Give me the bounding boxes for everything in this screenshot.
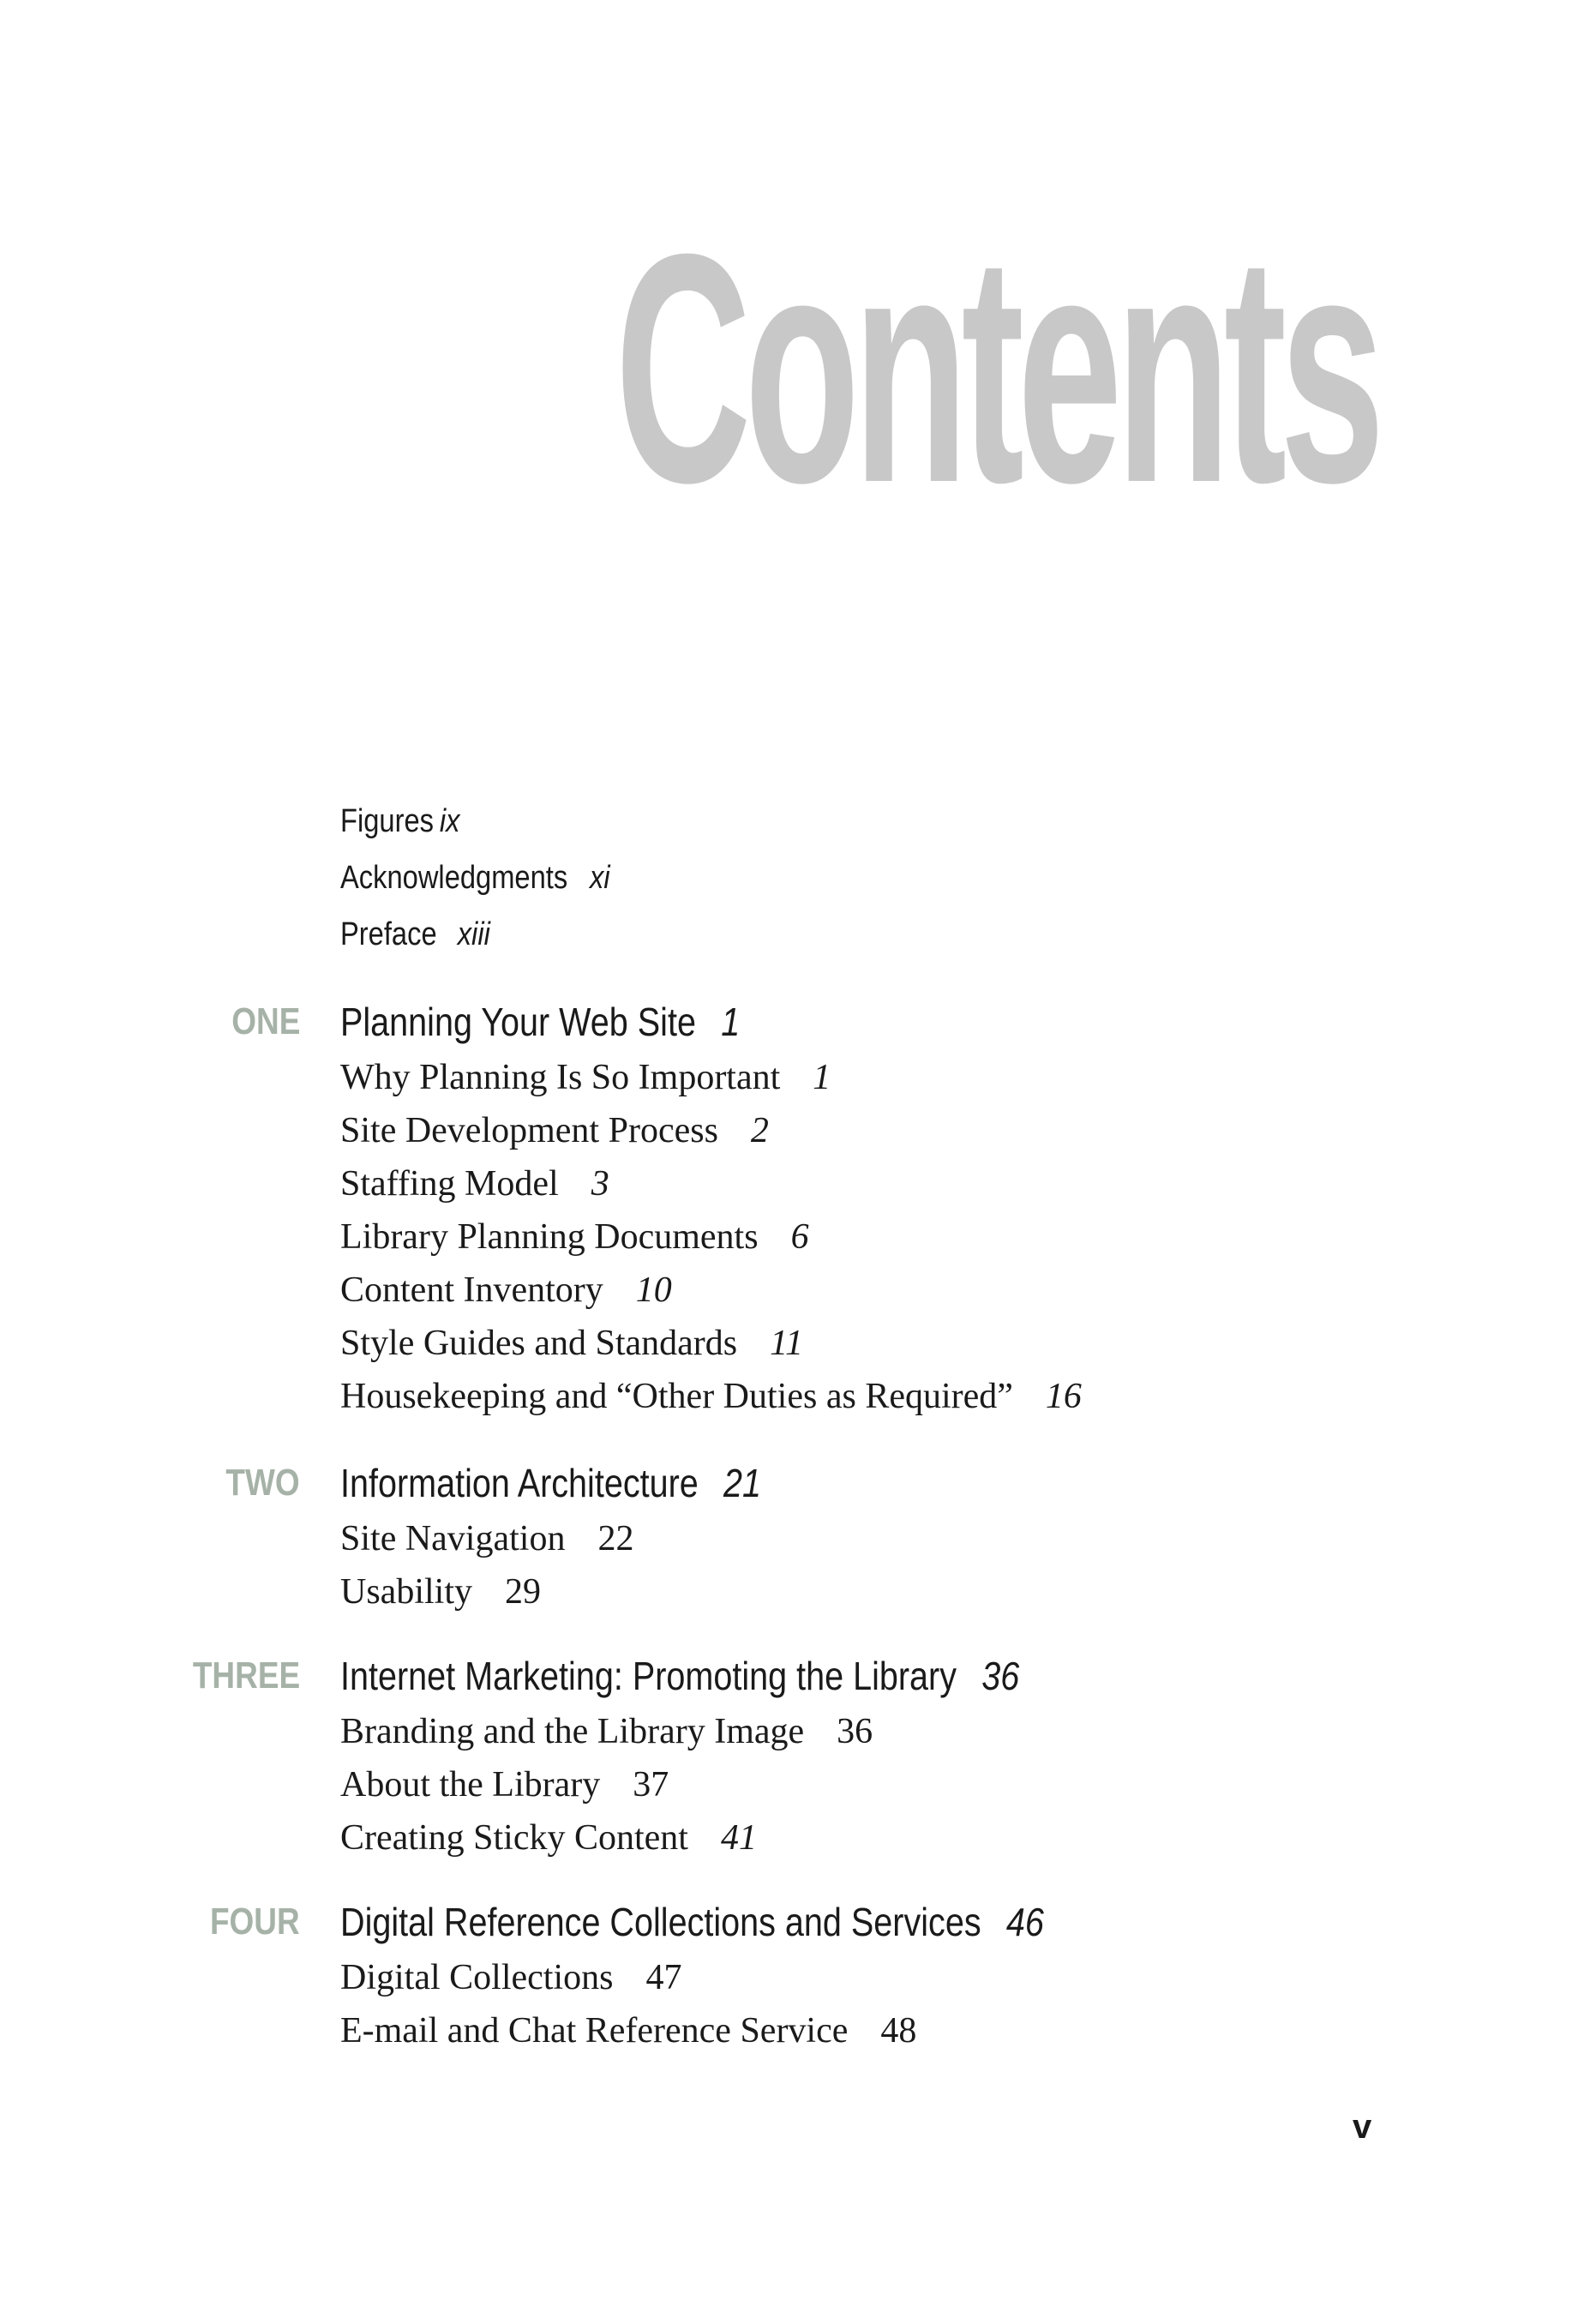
section-title: Site Development Process [340, 1111, 718, 1150]
section-page: 36 [837, 1712, 873, 1751]
chapter-title[interactable] [340, 1650, 1019, 1702]
chapter-page: 21 [723, 1461, 762, 1505]
section-list [340, 1512, 633, 1618]
entry-title: Acknowledgments [340, 860, 568, 896]
chapter-number: FOUR [210, 1901, 300, 1943]
chapter-page: 36 [981, 1654, 1020, 1698]
chapter-title[interactable] [340, 1457, 761, 1509]
section-title: Why Planning Is So Important [340, 1058, 781, 1097]
toc-section[interactable] [340, 1811, 873, 1865]
entry-page: ix [439, 803, 460, 839]
chapter-number: TWO [225, 1462, 300, 1504]
toc-section[interactable] [340, 1051, 1082, 1104]
chapter-page: 1 [721, 1000, 741, 1044]
section-page: 16 [1045, 1377, 1082, 1416]
toc-section[interactable] [340, 1210, 1082, 1264]
toc-section[interactable] [340, 1705, 873, 1758]
section-page: 3 [591, 1164, 609, 1204]
section-list [340, 1705, 873, 1865]
section-page: 6 [790, 1217, 809, 1257]
toc-entry-acknowledgments[interactable] [340, 850, 654, 906]
toc-section[interactable] [340, 1104, 1082, 1157]
toc-section[interactable] [340, 1565, 633, 1618]
section-title: Digital Collections [340, 1958, 614, 1997]
chapter-number: THREE [192, 1654, 300, 1696]
entry-page: xiii [457, 916, 490, 952]
toc-section[interactable] [340, 1157, 1082, 1210]
toc-section[interactable] [340, 1370, 1082, 1423]
section-page: 11 [770, 1324, 803, 1363]
section-page: 1 [813, 1058, 831, 1097]
section-page: 47 [645, 1958, 682, 1997]
chapter-page: 46 [1005, 1900, 1044, 1944]
section-page: 37 [633, 1765, 669, 1805]
section-title: Creating Sticky Content [340, 1818, 688, 1858]
entry-page: xi [590, 860, 610, 896]
section-title: Housekeeping and “Other Duties as Required” [340, 1377, 1013, 1416]
section-list [340, 1051, 1082, 1423]
page-number: v [1353, 2108, 1372, 2146]
section-page: 48 [880, 2011, 917, 2051]
front-matter-list [340, 793, 654, 963]
section-title: E-mail and Chat Reference Service [340, 2011, 849, 2051]
section-title: Library Planning Documents [340, 1217, 759, 1257]
section-list [340, 1951, 916, 2057]
section-title: Usability [340, 1572, 472, 1612]
section-title: Style Guides and Standards [340, 1324, 738, 1363]
section-page: 10 [635, 1270, 672, 1310]
entry-title: Figures [340, 803, 434, 839]
toc-section[interactable] [340, 1951, 916, 2004]
toc-entry-preface[interactable] [340, 906, 654, 963]
section-page: 22 [597, 1519, 634, 1558]
section-title: Staffing Model [340, 1164, 559, 1204]
chapter-title[interactable] [340, 996, 740, 1048]
toc-section[interactable] [340, 1317, 1082, 1370]
section-title: Branding and the Library Image [340, 1712, 805, 1751]
toc-section[interactable] [340, 1758, 873, 1811]
chapter-title-text: Digital Reference Collections and Services [340, 1900, 981, 1944]
toc-entry-figures[interactable] [340, 793, 654, 850]
section-page: 41 [720, 1818, 757, 1858]
section-title: About the Library [340, 1765, 601, 1805]
toc-section[interactable] [340, 1512, 633, 1565]
toc-section[interactable] [340, 2004, 916, 2057]
section-page: 2 [750, 1111, 769, 1150]
section-title: Content Inventory [340, 1270, 603, 1310]
section-title: Site Navigation [340, 1519, 566, 1558]
chapter-title-text: Planning Your Web Site [340, 1000, 696, 1044]
section-page: 29 [505, 1572, 541, 1612]
entry-title: Preface [340, 916, 437, 952]
chapter-title-text: Internet Marketing: Promoting the Library [340, 1654, 957, 1698]
chapter-title-text: Information Architecture [340, 1461, 699, 1505]
page-title: Contents [615, 186, 1378, 550]
chapter-number: ONE [231, 1000, 300, 1042]
toc-section[interactable] [340, 1264, 1082, 1317]
chapter-title[interactable] [340, 1896, 1044, 1948]
